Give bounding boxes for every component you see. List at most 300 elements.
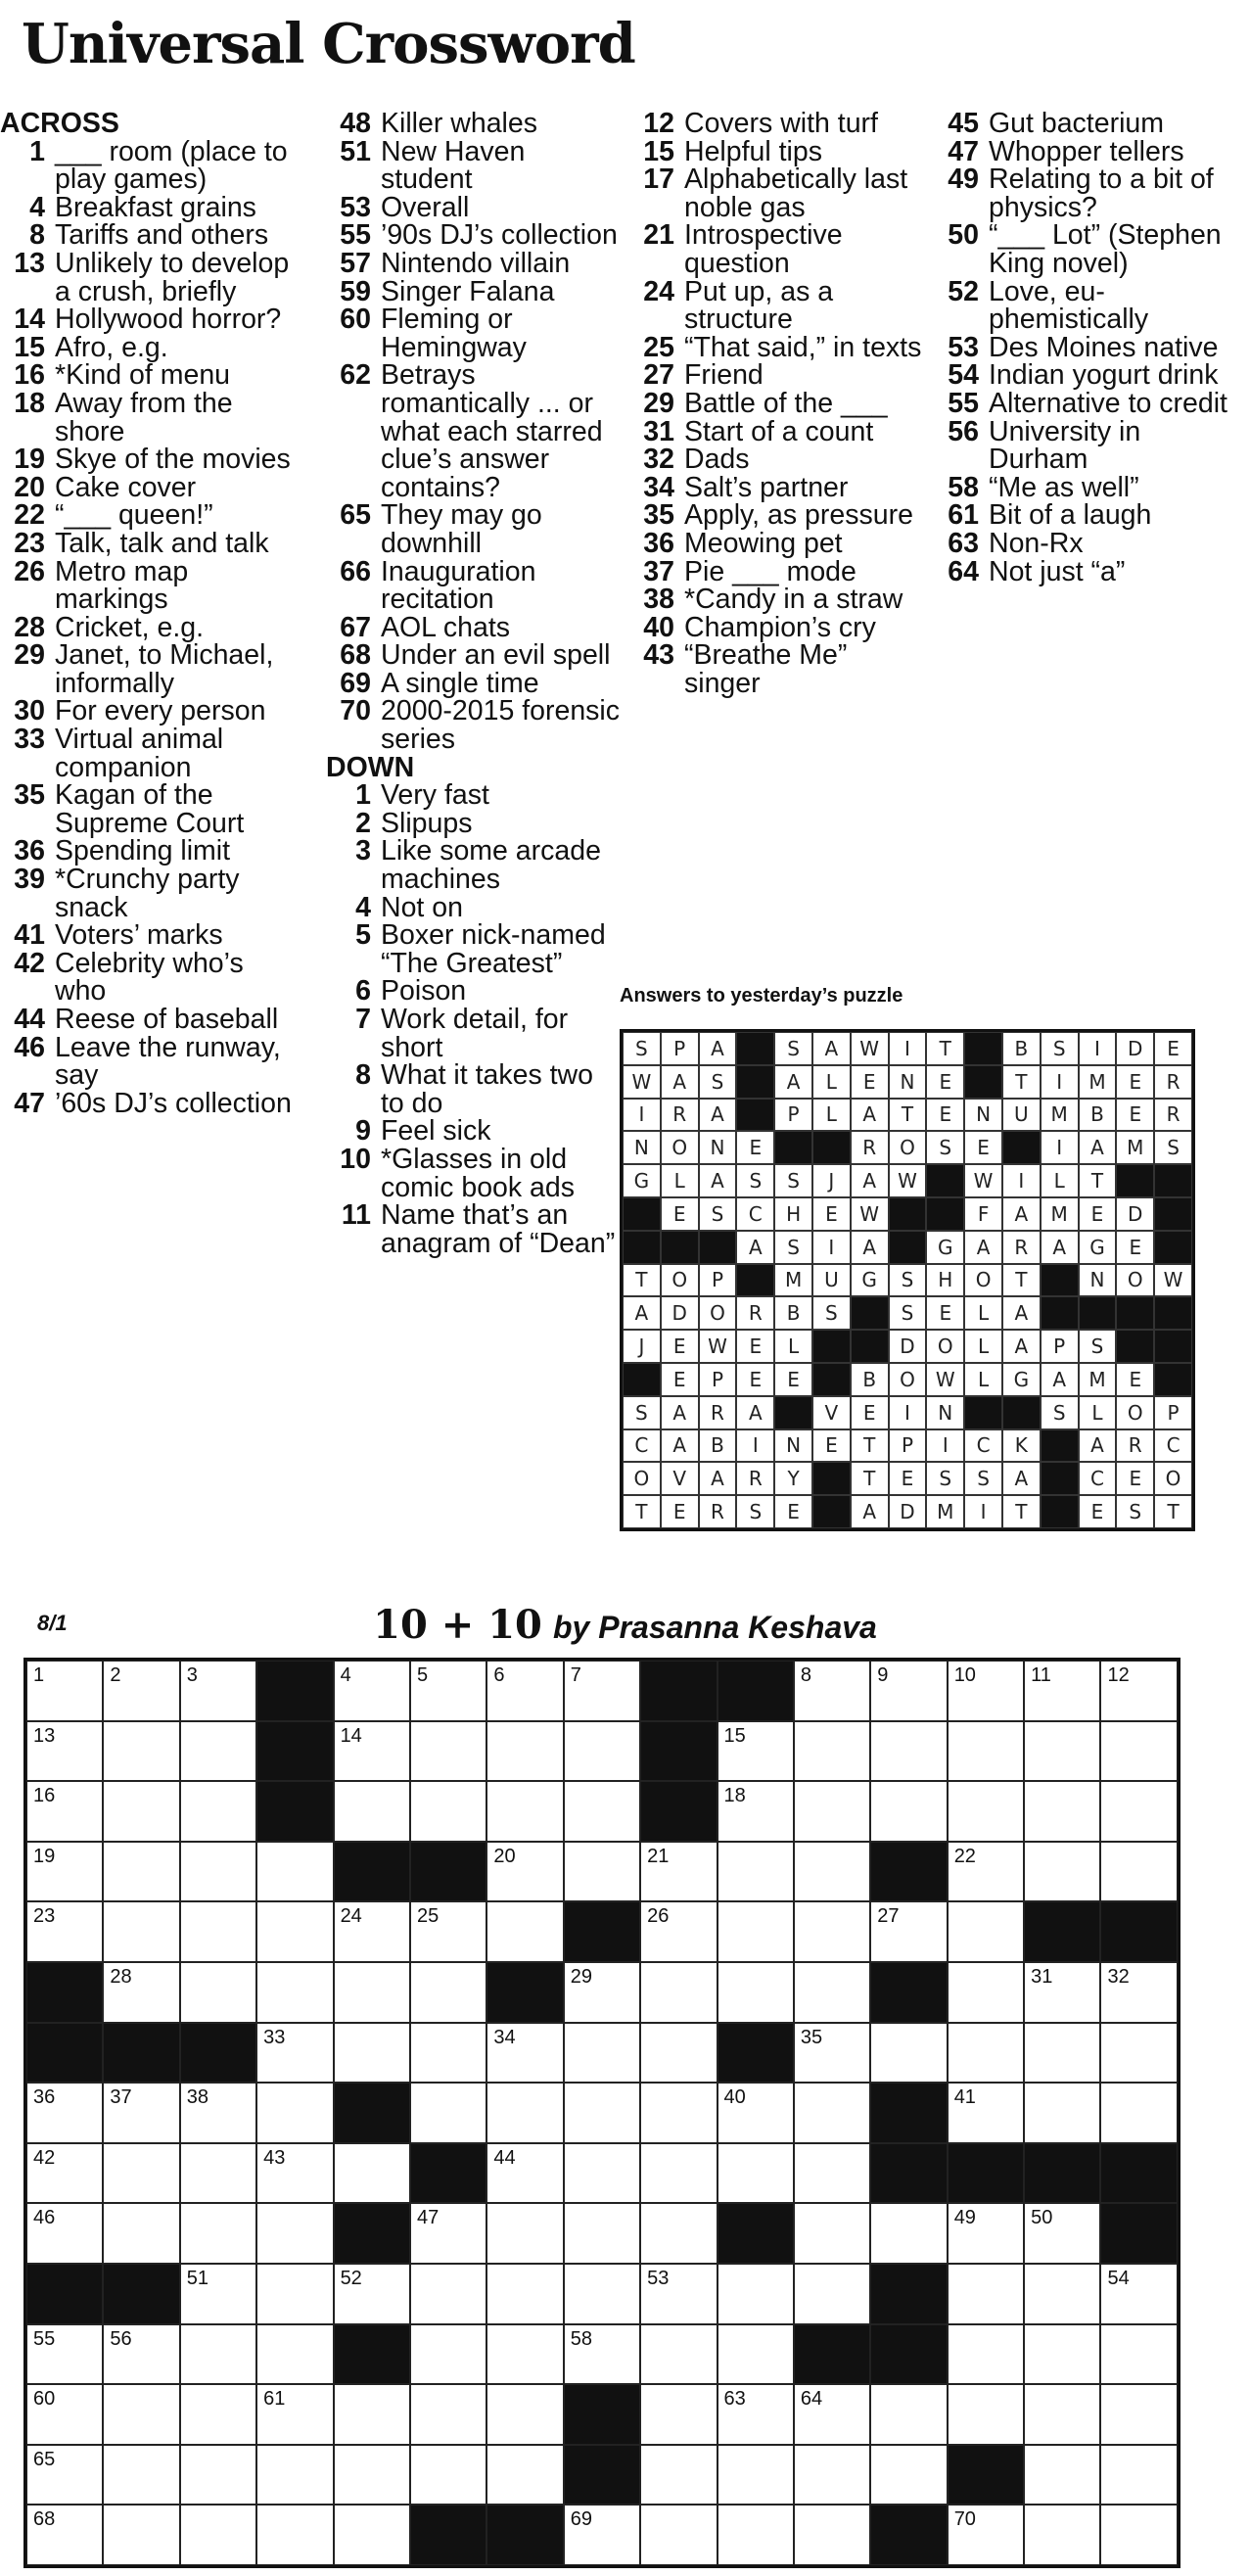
grid-cell[interactable] <box>794 2445 870 2506</box>
answer-cell: A <box>1002 1462 1041 1495</box>
grid-cell[interactable] <box>948 1842 1024 1902</box>
answer-cell: E <box>1116 1231 1154 1264</box>
grid-cell[interactable] <box>486 1721 563 1782</box>
grid-cell[interactable] <box>794 1721 870 1782</box>
answer-cell: W <box>851 1032 889 1065</box>
clue-text: Hollywood horror? <box>55 304 282 336</box>
grid-cell[interactable] <box>256 2264 333 2324</box>
grid-cell[interactable] <box>103 2143 179 2204</box>
grid-cell[interactable] <box>486 2384 563 2445</box>
clue-text: Cricket, e.g. <box>55 611 205 643</box>
grid-cell[interactable] <box>718 2083 794 2143</box>
clue-number: 29 <box>643 387 674 419</box>
grid-cell[interactable] <box>180 1842 256 1902</box>
grid-cell[interactable] <box>564 1781 640 1842</box>
grid-block-cell <box>948 2143 1024 2204</box>
grid-cell[interactable] <box>410 1781 486 1842</box>
answer-cell: A <box>736 1231 774 1264</box>
grid-cell[interactable] <box>256 2505 333 2565</box>
grid-cell[interactable] <box>640 1842 717 1902</box>
clue-number: 50 <box>948 219 979 252</box>
answer-cell: R <box>1154 1099 1192 1132</box>
grid-cell[interactable] <box>718 2143 794 2204</box>
grid-cell[interactable] <box>718 2445 794 2506</box>
answer-cell: O <box>1154 1462 1192 1495</box>
grid-cell[interactable] <box>103 2083 179 2143</box>
grid-block-cell <box>564 2384 640 2445</box>
grid-cell[interactable] <box>1100 1962 1177 2023</box>
grid-cell[interactable] <box>794 2083 870 2143</box>
clue-text: Battle of the ___ <box>684 387 888 419</box>
grid-cell[interactable] <box>103 2384 179 2445</box>
answer-cell: B <box>851 1363 889 1396</box>
clue-across-23 <box>0 527 294 559</box>
grid-cell[interactable] <box>1024 2083 1100 2143</box>
grid-block-cell <box>1024 1901 1100 1962</box>
clue-down-58 <box>934 471 1227 503</box>
grid-cell[interactable] <box>564 1842 640 1902</box>
grid-cell[interactable] <box>334 2264 410 2324</box>
grid-cell[interactable] <box>870 1781 947 1842</box>
clue-text: Des Moines native <box>989 331 1219 363</box>
grid-block-cell <box>410 1842 486 1902</box>
grid-cell[interactable] <box>1100 2384 1177 2445</box>
grid-cell[interactable] <box>103 2445 179 2506</box>
grid-cell[interactable] <box>1024 2203 1100 2264</box>
grid-cell[interactable] <box>1100 2324 1177 2385</box>
answer-cell: A <box>699 1164 737 1197</box>
grid-cell[interactable] <box>564 2203 640 2264</box>
grid-cell[interactable] <box>1100 1842 1177 1902</box>
answer-block-cell <box>1002 1396 1041 1429</box>
puzzle-title: 10 + 10 <box>373 1602 542 1648</box>
clue-number: 23 <box>14 527 45 559</box>
clue-down-38 <box>629 585 923 614</box>
grid-cell[interactable] <box>1024 2384 1100 2445</box>
grid-cell[interactable] <box>1024 2324 1100 2385</box>
grid-cell[interactable] <box>334 2505 410 2565</box>
cell-number: 53 <box>647 2267 670 2289</box>
grid-cell[interactable] <box>794 2505 870 2565</box>
clue-down-37 <box>629 555 923 587</box>
grid-cell[interactable] <box>1024 1661 1100 1721</box>
grid-cell[interactable] <box>180 1901 256 1962</box>
grid-cell[interactable] <box>103 1962 179 2023</box>
clue-text: Champion’s cry <box>684 611 876 643</box>
grid-cell[interactable] <box>718 1781 794 1842</box>
grid-cell[interactable] <box>948 2083 1024 2143</box>
grid-cell[interactable] <box>103 1721 179 1782</box>
clue-text: *Candy in a straw <box>684 584 903 616</box>
grid-cell[interactable] <box>180 2445 256 2506</box>
grid-cell[interactable] <box>794 2384 870 2445</box>
grid-cell[interactable] <box>640 2203 717 2264</box>
answer-cell: T <box>1002 1495 1041 1528</box>
clue-text: For every person <box>55 695 266 727</box>
grid-cell[interactable] <box>1024 2445 1100 2506</box>
grid-cell[interactable] <box>794 1962 870 2023</box>
answer-cell: P <box>1154 1396 1192 1429</box>
answer-cell: F <box>964 1197 1002 1231</box>
grid-cell[interactable] <box>334 1901 410 1962</box>
grid-cell[interactable] <box>870 2384 947 2445</box>
grid-cell[interactable] <box>26 1661 103 1721</box>
answer-cell: C <box>1079 1462 1117 1495</box>
grid-cell[interactable] <box>486 1781 563 1842</box>
grid-cell[interactable] <box>564 2143 640 2204</box>
grid-cell[interactable] <box>486 2143 563 2204</box>
grid-cell[interactable] <box>103 2505 179 2565</box>
grid-cell[interactable] <box>1100 1781 1177 1842</box>
cell-number: 20 <box>493 1845 516 1867</box>
grid-cell[interactable] <box>180 2264 256 2324</box>
grid-cell[interactable] <box>564 1721 640 1782</box>
clue-number: 45 <box>948 108 979 139</box>
grid-cell[interactable] <box>794 2023 870 2084</box>
grid-cell[interactable] <box>180 2324 256 2385</box>
grid-cell[interactable] <box>180 2505 256 2565</box>
grid-cell[interactable] <box>103 2203 179 2264</box>
grid-cell[interactable] <box>870 1721 947 1782</box>
grid-cell[interactable] <box>870 1661 947 1721</box>
grid-cell[interactable] <box>26 1901 103 1962</box>
grid-cell[interactable] <box>640 2264 717 2324</box>
grid-cell[interactable] <box>1100 2445 1177 2506</box>
grid-cell[interactable] <box>26 2143 103 2204</box>
answer-block-cell <box>699 1231 737 1264</box>
answer-cell: M <box>1116 1131 1154 1164</box>
answer-cell: E <box>736 1330 774 1363</box>
clue-text: Dads <box>684 444 750 476</box>
answer-cell: S <box>812 1296 851 1330</box>
grid-cell[interactable] <box>718 2384 794 2445</box>
grid-cell[interactable] <box>486 1901 563 1962</box>
grid-cell[interactable] <box>486 2445 563 2506</box>
grid-cell[interactable] <box>26 2203 103 2264</box>
grid-cell[interactable] <box>1024 2505 1100 2565</box>
cell-number: 35 <box>800 2026 823 2048</box>
clue-text: Talk, talk and talk <box>55 527 269 559</box>
cell-number: 13 <box>33 1724 56 1747</box>
grid-cell[interactable] <box>180 1962 256 2023</box>
grid-cell[interactable] <box>640 2023 717 2084</box>
grid-cell[interactable] <box>486 1842 563 1902</box>
answer-block-cell <box>889 1231 927 1264</box>
grid-cell[interactable] <box>256 1842 333 1902</box>
cell-number: 7 <box>570 1664 581 1686</box>
clue-section-heading: ACROSS <box>0 108 119 139</box>
grid-cell[interactable] <box>180 2203 256 2264</box>
grid-cell[interactable] <box>564 2264 640 2324</box>
grid-cell[interactable] <box>334 2445 410 2506</box>
grid-cell[interactable] <box>410 2083 486 2143</box>
grid-cell[interactable] <box>794 1661 870 1721</box>
grid-cell[interactable] <box>486 2023 563 2084</box>
clue-across-55 <box>326 221 620 250</box>
grid-cell[interactable] <box>640 1962 717 2023</box>
grid-cell[interactable] <box>640 2445 717 2506</box>
grid-cell[interactable] <box>410 1721 486 1782</box>
grid-cell[interactable] <box>256 2203 333 2264</box>
grid-cell[interactable] <box>564 2324 640 2385</box>
clue-text: Name that’s an anagram of “Dean” <box>381 1199 616 1259</box>
answer-cell: T <box>1002 1264 1041 1297</box>
answer-cell: E <box>661 1330 699 1363</box>
clue-number: 31 <box>643 415 674 447</box>
grid-cell[interactable] <box>870 2203 947 2264</box>
cell-number: 14 <box>340 1724 362 1747</box>
answer-cell: L <box>964 1296 1002 1330</box>
grid-cell[interactable] <box>486 2203 563 2264</box>
grid-cell[interactable] <box>26 1721 103 1782</box>
clue-text: ___ room (place to play games) <box>55 135 288 196</box>
clue-down-40 <box>629 611 923 643</box>
cell-number: 54 <box>1107 2267 1130 2289</box>
grid-cell[interactable] <box>718 2324 794 2385</box>
grid-cell[interactable] <box>948 2264 1024 2324</box>
grid-cell[interactable] <box>256 2384 333 2445</box>
grid-cell[interactable] <box>334 1962 410 2023</box>
grid-cell[interactable] <box>334 2143 410 2204</box>
cell-number: 26 <box>647 1905 670 1928</box>
clue-down-55 <box>934 387 1227 419</box>
grid-cell[interactable] <box>1100 2264 1177 2324</box>
grid-cell[interactable] <box>948 2505 1024 2565</box>
grid-cell[interactable] <box>410 2264 486 2324</box>
grid-cell[interactable] <box>334 1781 410 1842</box>
answer-cell: T <box>623 1264 661 1297</box>
grid-cell[interactable] <box>26 1842 103 1902</box>
grid-cell[interactable] <box>180 2083 256 2143</box>
grid-cell[interactable] <box>794 2264 870 2324</box>
grid-cell[interactable] <box>640 2505 717 2565</box>
grid-cell[interactable] <box>410 2203 486 2264</box>
grid-cell[interactable] <box>640 1901 717 1962</box>
grid-cell[interactable] <box>410 2023 486 2084</box>
grid-cell[interactable] <box>1024 2264 1100 2324</box>
grid-cell[interactable] <box>1024 1781 1100 1842</box>
grid-cell[interactable] <box>334 2384 410 2445</box>
grid-cell[interactable] <box>180 1781 256 1842</box>
grid-cell[interactable] <box>870 2023 947 2084</box>
answer-block-cell <box>736 1099 774 1132</box>
grid-cell[interactable] <box>718 1721 794 1782</box>
grid-cell[interactable] <box>948 2203 1024 2264</box>
answer-cell: R <box>699 1396 737 1429</box>
grid-cell[interactable] <box>256 2023 333 2084</box>
clue-number: 44 <box>14 1004 45 1035</box>
grid-cell[interactable] <box>718 2264 794 2324</box>
grid-cell[interactable] <box>948 1962 1024 2023</box>
clue-number: 39 <box>14 864 45 896</box>
clue-down-12 <box>629 110 923 138</box>
grid-cell[interactable] <box>256 2445 333 2506</box>
grid-cell[interactable] <box>948 2384 1024 2445</box>
answer-block-cell <box>623 1197 661 1231</box>
grid-cell[interactable] <box>564 1962 640 2023</box>
answer-cell: S <box>964 1462 1002 1495</box>
grid-cell[interactable] <box>1100 1721 1177 1782</box>
grid-cell[interactable] <box>564 1661 640 1721</box>
cell-number: 40 <box>723 2086 746 2109</box>
grid-cell[interactable] <box>1024 1842 1100 1902</box>
grid-cell[interactable] <box>718 1962 794 2023</box>
grid-cell[interactable] <box>794 2203 870 2264</box>
clue-number: 36 <box>14 835 45 867</box>
cell-number: 36 <box>33 2086 56 2109</box>
yesterday-answers-label: Answers to yesterday’s puzzle <box>620 985 903 1007</box>
grid-cell[interactable] <box>640 2324 717 2385</box>
grid-cell[interactable] <box>1024 1721 1100 1782</box>
grid-cell[interactable] <box>103 1781 179 1842</box>
grid-cell[interactable] <box>256 1962 333 2023</box>
grid-cell[interactable] <box>410 1661 486 1721</box>
grid-cell[interactable] <box>948 1721 1024 1782</box>
answer-cell: R <box>851 1131 889 1164</box>
answer-cell: I <box>1041 1131 1079 1164</box>
grid-cell[interactable] <box>1024 1962 1100 2023</box>
clue-text: New Haven student <box>381 135 526 196</box>
clue-down-49 <box>934 165 1227 221</box>
grid-cell[interactable] <box>180 1721 256 1782</box>
grid-cell[interactable] <box>103 1842 179 1902</box>
answer-block-cell <box>1041 1264 1079 1297</box>
grid-cell[interactable] <box>640 2083 717 2143</box>
grid-cell[interactable] <box>334 1721 410 1782</box>
clue-text: Reese of baseball <box>55 1004 279 1035</box>
grid-cell[interactable] <box>948 1781 1024 1842</box>
grid-cell[interactable] <box>256 1901 333 1962</box>
grid-cell[interactable] <box>948 2324 1024 2385</box>
answer-cell: I <box>964 1495 1002 1528</box>
grid-cell[interactable] <box>103 1901 179 1962</box>
clue-across-8 <box>0 221 294 250</box>
grid-block-cell <box>334 2203 410 2264</box>
grid-cell[interactable] <box>180 2143 256 2204</box>
grid-cell[interactable] <box>410 2384 486 2445</box>
grid-cell[interactable] <box>564 2023 640 2084</box>
grid-cell[interactable] <box>334 1661 410 1721</box>
clue-across-41 <box>0 921 294 950</box>
grid-cell[interactable] <box>486 2264 563 2324</box>
clue-number: 63 <box>948 527 979 559</box>
grid-cell[interactable] <box>640 2143 717 2204</box>
grid-cell[interactable] <box>1024 2023 1100 2084</box>
grid-cell[interactable] <box>794 1781 870 1842</box>
cell-number: 5 <box>416 1664 429 1686</box>
grid-cell[interactable] <box>718 1901 794 1962</box>
grid-cell[interactable] <box>794 2143 870 2204</box>
cell-number: 3 <box>186 1664 198 1686</box>
clue-down-36 <box>629 527 923 559</box>
clue-number: 12 <box>643 108 674 139</box>
grid-cell[interactable] <box>640 2384 717 2445</box>
clue-across-51 <box>326 135 620 196</box>
answer-cell: S <box>774 1164 812 1197</box>
grid-cell[interactable] <box>794 1842 870 1902</box>
grid-cell[interactable] <box>564 2505 640 2565</box>
grid-cell[interactable] <box>103 2324 179 2385</box>
cell-number: 25 <box>416 1905 440 1928</box>
grid-cell[interactable] <box>486 2324 563 2385</box>
grid-cell[interactable] <box>794 1901 870 1962</box>
grid-cell[interactable] <box>948 2023 1024 2084</box>
clue-down-7 <box>326 1006 620 1061</box>
clue-down-35 <box>629 501 923 530</box>
cell-number: 2 <box>110 1664 121 1686</box>
cell-number: 49 <box>953 2207 976 2229</box>
grid-cell[interactable] <box>256 2324 333 2385</box>
grid-cell[interactable] <box>26 2505 103 2565</box>
answer-cell: D <box>661 1296 699 1330</box>
grid-cell[interactable] <box>1100 2023 1177 2084</box>
cell-number: 34 <box>493 2026 516 2048</box>
grid-cell[interactable] <box>256 2143 333 2204</box>
answer-cell: S <box>889 1296 927 1330</box>
grid-cell[interactable] <box>180 1661 256 1721</box>
answer-cell: T <box>1079 1164 1117 1197</box>
grid-cell[interactable] <box>1100 2083 1177 2143</box>
grid-cell[interactable] <box>103 1661 179 1721</box>
grid-cell[interactable] <box>1100 2505 1177 2565</box>
clue-across-15 <box>0 331 294 363</box>
clue-number: 17 <box>643 164 674 196</box>
cell-number: 33 <box>263 2026 286 2048</box>
grid-cell[interactable] <box>870 1901 947 1962</box>
grid-cell[interactable] <box>564 2083 640 2143</box>
grid-cell[interactable] <box>870 2445 947 2506</box>
answer-cell: M <box>774 1264 812 1297</box>
answer-cell: E <box>926 1296 964 1330</box>
clue-column-2 <box>326 110 620 1257</box>
answer-cell: Y <box>774 1462 812 1495</box>
clue-number: 47 <box>14 1087 45 1119</box>
grid-cell[interactable] <box>718 2505 794 2565</box>
grid-cell[interactable] <box>26 2083 103 2143</box>
grid-cell[interactable] <box>256 2083 333 2143</box>
clue-column-3 <box>629 110 923 697</box>
grid-cell[interactable] <box>334 2023 410 2084</box>
grid-block-cell <box>103 2023 179 2084</box>
grid-cell[interactable] <box>26 2384 103 2445</box>
answer-cell: E <box>964 1131 1002 1164</box>
grid-cell[interactable] <box>1100 1661 1177 1721</box>
grid-cell[interactable] <box>948 1901 1024 1962</box>
clue-number: 61 <box>948 499 979 532</box>
grid-cell[interactable] <box>486 1661 563 1721</box>
grid-cell[interactable] <box>948 1661 1024 1721</box>
grid-block-cell <box>1100 2143 1177 2204</box>
grid-cell[interactable] <box>410 1962 486 2023</box>
clue-across-46 <box>0 1031 294 1092</box>
grid-cell[interactable] <box>26 2324 103 2385</box>
grid-cell[interactable] <box>486 2083 563 2143</box>
grid-cell[interactable] <box>718 1842 794 1902</box>
answer-cell: A <box>1002 1296 1041 1330</box>
grid-cell[interactable] <box>180 2384 256 2445</box>
grid-cell[interactable] <box>26 1781 103 1842</box>
clue-number: 26 <box>14 555 45 587</box>
grid-cell[interactable] <box>410 1901 486 1962</box>
clue-across-36 <box>0 837 294 866</box>
clue-text: Pie ___ mode <box>684 555 856 587</box>
clue-down-47 <box>934 135 1227 167</box>
grid-cell[interactable] <box>26 2445 103 2506</box>
grid-cell[interactable] <box>410 2324 486 2385</box>
grid-block-cell <box>1024 2143 1100 2204</box>
grid-cell[interactable] <box>410 2445 486 2506</box>
grid-block-cell <box>870 2143 947 2204</box>
